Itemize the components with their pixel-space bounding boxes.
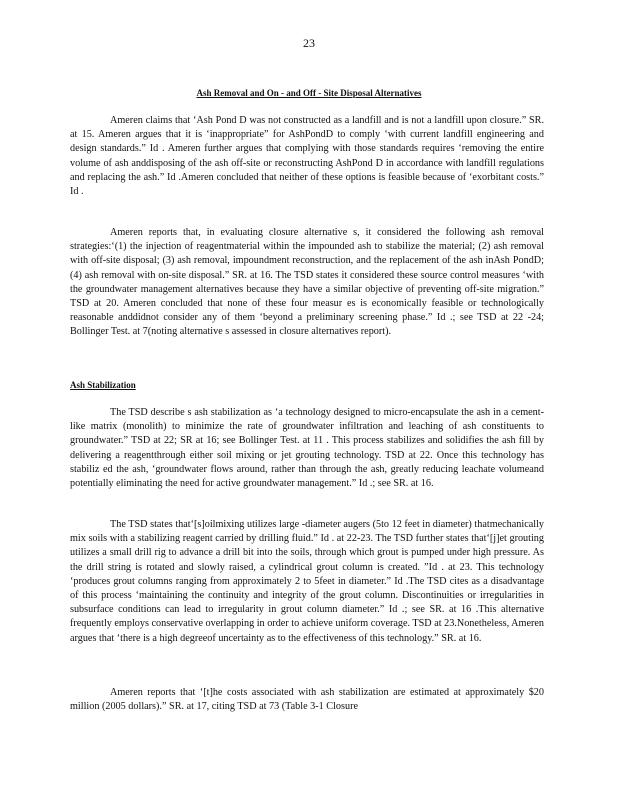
- paragraph-1-text: Ameren claims that ‘Ash Pond D was not constructed as a landfill and is not a landfill upon closure.” SR. at 15. Ameren argues that it is ‘inappropriate” for AshPondD to comply ‘with current landfill engineering and design standards.” Id . Ameren further argues that complying with those standards requires ‘removing the entire volume of ash anddisposing of the ash off-site or reconstructing AshPond D in accordance with landfill regulations and replacing the ash.” Id .Ameren concluded that neither of these options is feasible because of ‘exorbitant costs.” Id .: [70, 115, 544, 198]
- paragraph-5: [70, 686, 544, 714]
- paragraph-4-text: The TSD states that‘[s]oilmixing utilizes large -diameter augers (5to 12 feet in diameter) thatmechanically mix soils with a stabilizing reagent carried by drilling fluid.” Id . at 22-23. The TSD further states that‘[j]et grouting utilizes a small drill rig to advance a drill bit into the soils, through which grout is pumped under high pressure. As the drill string is rotated and slowly raised, a cylindrical grout column is created. ”Id . at 23. This technology ‘produces grout columns ranging from approximately 2 to 5feet in diameter.” Id .The TSD cites as a disadvantage of this process ‘maintaining the continuity and integrity of the grout column. Discontinuities or irregularities in subsurface conditions can lead to irregularity in grout column diameter.” Id .; see SR. at 16 .This alternative frequently employs conservative overlapping in order to achieve uniform coverage. TSD at 23.Nonetheless, Ameren argues that ‘there is a high degreeof uncertainty as to the effectiveness of this technology.” SR. at 16.: [70, 519, 544, 644]
- paragraph-5-text: Ameren reports that ‘[t]he costs associated with ash stabilization are estimated at approximately $20 million (2005 dollars).” SR. at 17, citing TSD at 73 (Table 3-1 Closure: [70, 687, 544, 713]
- paragraph-3: [70, 406, 544, 491]
- paragraph-3-text: The TSD describe s ash stabilization as ‘a technology designed to micro-encapsulate the ash in a cement-like matrix (monolith) to minimize the rate of groundwater infiltration and leaching of ash constituents to groundwater.” TSD at 22; SR at 16; see Bollinger Test. at 11 . This process stabilizes and solidifies the ash fill by delivering a reagentthrough either soil mixing or jet grouting technology. TSD at 22. Once this technology has stabiliz ed the ash, ‘groundwater flows around, rather than through the ash, greatly reducing leachate volumeand potentially eliminating the need for active groundwater management.” Id .; see SR. at 16.: [70, 407, 544, 490]
- section-heading-ash-stabilization: Ash Stabilization: [70, 380, 136, 390]
- section-heading-ash-removal: Ash Removal and On - and Off - Site Disposal Alternatives: [196, 88, 422, 98]
- paragraph-1: [70, 114, 544, 199]
- paragraph-2-text: Ameren reports that, in evaluating closure alternative s, it considered the following ash removal strategies:‘(1) the injection of reagentmaterial within the impounded ash to stabilize the material; (2) ash removal with off-site disposal; (3) ash removal, impoundment reconstruction, and the replacement of the ash inAsh PondD; (4) ash removal with on-site disposal.” SR. at 16. The TSD states it considered these source control measures ‘with the groundwater management alternatives because they have a similar objective of preventing off-site migration.” TSD at 20. Ameren concluded that none of these four measur es is economically feasible or technologically reasonable anddidnot consider any of them ‘beyond a preliminary screening phase.” Id .; see TSD at 22 -24; Bollinger Test. at 7(noting alternative s assessed in closure alternatives report).: [70, 227, 544, 338]
- paragraph-2: [70, 226, 544, 340]
- paragraph-4: [70, 518, 544, 646]
- page-number: 23: [303, 36, 315, 50]
